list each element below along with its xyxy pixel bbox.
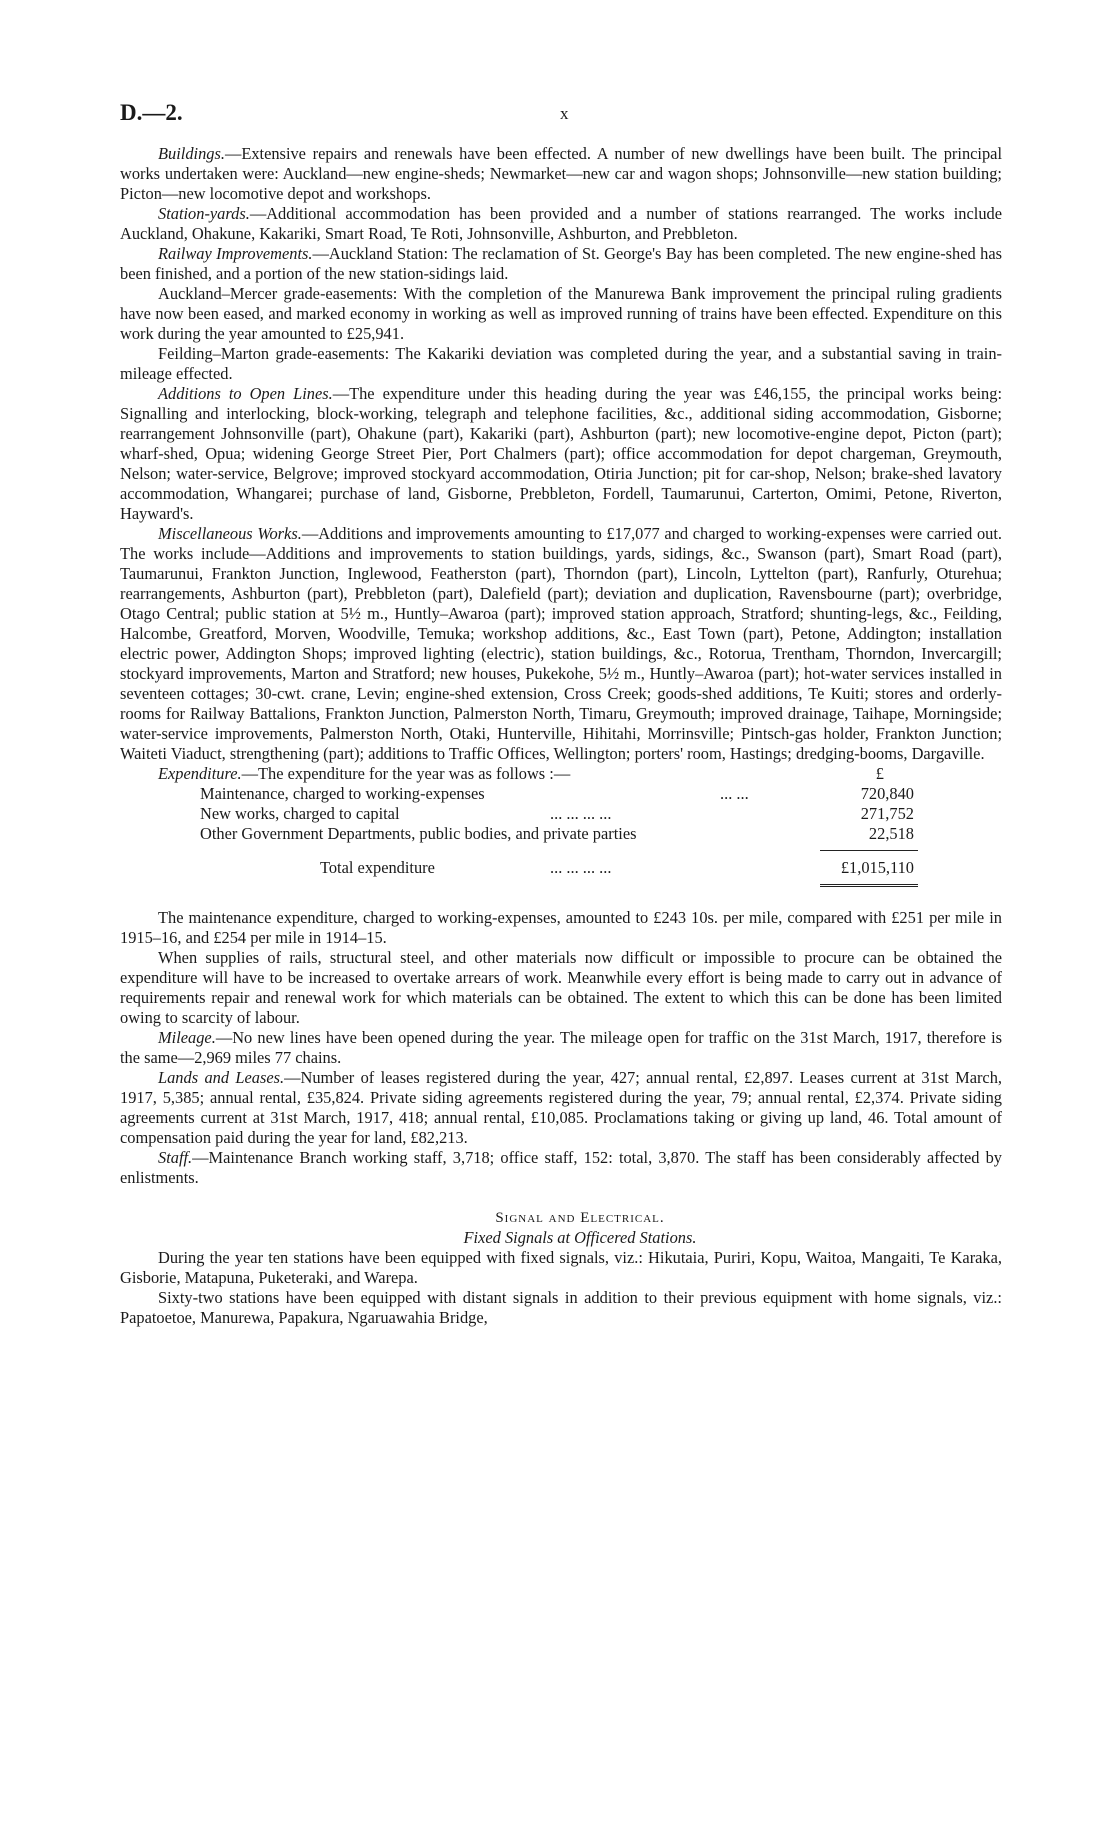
row-label: Maintenance, charged to working-expenses (200, 784, 485, 803)
paragraph-supplies: When supplies of rails, structural steel, and other materials now difficult or impossible to procure can be obtained the expenditure will have to be increased to overtake arrears of work. Meanwhile every effort is being made to carry out in advance of requirements repair and renewal work for which materials can be obtained. The extent to which this can be done has been limited owing to scarcity of labour. (120, 948, 1002, 1027)
sum-rule (820, 850, 918, 851)
heading-staff: Staff. (158, 1148, 193, 1167)
paragraph-miscellaneous-works (120, 524, 1002, 764)
paragraph-buildings (120, 144, 1002, 204)
text-staff: —Maintenance Branch working staff, 3,718; office staff, 152: total, 3,870. The staff has been considerably affected by enlistments. (120, 1148, 1002, 1187)
expenditure-heading-row (120, 764, 1002, 784)
page-number: x (560, 104, 569, 123)
sub-title: Fixed Signals at Officered Stations. (463, 1228, 697, 1247)
total-double-rule (820, 884, 918, 887)
text-railway-improvements: —Auckland Station: The reclamation of St. George's Bay has been completed. The new engine-shed has been finished, and a portion of the new station-sidings laid. (120, 244, 1002, 283)
paragraph-lands-leases (120, 1068, 1002, 1148)
row-value: 720,840 (860, 784, 914, 803)
page-header (120, 100, 1020, 130)
heading-lands-leases: Lands and Leases. (158, 1068, 285, 1087)
text-mileage: —No new lines have been opened during the year. The mileage open for traffic on the 31st March, 1917, therefore is the same—2,969 miles 77 chains. (120, 1028, 1002, 1067)
row-label: New works, charged to capital (200, 804, 400, 823)
heading-miscellaneous-works: Miscellaneous Works. (158, 524, 302, 543)
text-additions-open-lines: —The expenditure under this heading during the year was £46,155, the principal works being: Signalling and interlocking, block-working, telegraph and telephone facilities, &c., additional siding accommodation, Gisborne; rearrangement Johnsonville (part), Ohakune (part), Kakariki (part), Ashburton (part); new locomotive-engine depot, Picton (part); wharf-shed, Opua; widening George Street Pier, Port Chalmers (part); office accommodation for depot chargeman, Greymouth, Nelson; water-service, Belgrove; improved stockyard accommodation, Otiria Junction; pit for car-shop, Nelson; brake-shed lavatory accommodation, Whangarei; purchase of land, Gisborne, Prebbleton, Fordell, Taumarunui, Carterton, Omimi, Petone, Riverton, Hayward's. (120, 384, 1002, 523)
paragraph-feilding-marton: Feilding–Marton grade-easements: The Kakariki deviation was completed during the year, and a substantial saving in train-mileage effected. (120, 344, 1002, 383)
row-label: Other Government Departments, public bodies, and private parties (200, 824, 637, 843)
heading-station-yards: Station-yards. (158, 204, 250, 223)
paragraph-railway-improvements (120, 244, 1002, 284)
expenditure-table (120, 764, 1002, 888)
text-station-yards: —Additional accommodation has been provided and a number of stations rearranged. The works include Auckland, Ohakune, Kakariki, Smart Road, Te Roti, Johnsonville, Ashburton, and Prebbleton. (120, 204, 1002, 243)
spacer (120, 888, 1002, 908)
text-lands-leases: —Number of leases registered during the year, 427; annual rental, £2,897. Leases current at 31st March, 1917, 5,385; annual rental, £35,824. Private siding agreements registered during the year, 79; annual rental, £2,374. Private siding agreements current at 31st March, 1917, 418; annual rental, £10,085. Proclamations taking or giving up land, 46. Total amount of compensation paid during the year for land, £82,213. (120, 1068, 1002, 1147)
row-value: 271,752 (860, 804, 914, 823)
heading-buildings: Buildings. (158, 144, 225, 163)
text-miscellaneous-works: —Additions and improvements amounting to £17,077 and charged to working-expenses were carried out. The works include—Additions and improvements to station buildings, yards, sidings, &c., Swanson (part), Smart Road (part), Taumarunui, Frankton Junction, Inglewood, Featherston (part), Thorndon (part), Lincoln, Lyttelton (part), Ranfurly, Oturehua; rearrangements, Ashburton (part), Prebbleton (part), Dalefield (part); deviation and duplication, Ravensbourne (part); overbridge, Otago Central; public station at 5½ m., Huntly–Awaroa (part); improved station approach, Stratford; shunting-legs, &c., Feilding, Halcombe, Greatford, Morven, Woodville, Temuka; workshop additions, &c., East Town (part), Petone, Addington; installation electric power, Addington Shops; improved lighting (electric), station buildings, &c., Rotorua, Trentham, Thorndon, Invercargill; stockyard improvements, Marton and Stratford; new houses, Pukekohe, 5½ m., Huntly–Awaroa (part); hot-water services installed in seventeen cottages; 30-cwt. crane, Levin; engine-shed extension, Cross Creek; goods-shed additions, Te Kuiti; stores and orderly-rooms for Railway Battalions, Frankton Junction, Palmerston North, Timaru, Greymouth; improved drainage, Taihape, Morningside; water-service improvements, Palmerston North, Otaki, Hunterville, Hihitahi, Morrinsville; Pintsch-gas holder, Frankton Junction; Waiteti Viaduct, strengthening (part); additions to Traffic Offices, Wellington; porters' room, Hastings; dredging-booms, Dargaville. (120, 524, 1003, 763)
paragraph-station-yards (120, 204, 1002, 244)
document-body (120, 144, 1002, 1328)
heading-expenditure: Expenditure. (158, 764, 242, 783)
paragraph-distant-signals: Sixty-two stations have been equipped with distant signals in addition to their previous equipment with home signals, viz.: Papatoetoe, Manurewa, Papakura, Ngaruawahia Bridge, (120, 1288, 1002, 1327)
heading-additions-open-lines: Additions to Open Lines. (158, 384, 333, 403)
total-dots: ... ... ... ... (550, 858, 612, 877)
text-buildings: —Extensive repairs and renewals have been effected. A number of new dwellings have been built. The principal works undertaken were: Auckland—new engine-sheds; Newmarket—new car and wagon shops; Johnsonville—new station building; Picton—new locomotive depot and workshops. (120, 144, 1002, 203)
paragraph-staff (120, 1148, 1002, 1188)
currency-symbol: £ (875, 764, 884, 783)
text-expenditure-intro: —The expenditure for the year was as follows :— (241, 764, 571, 783)
paragraph-mileage (120, 1028, 1002, 1068)
heading-mileage: Mileage. (158, 1028, 216, 1047)
row-dots: ... ... ... ... (550, 804, 612, 823)
total-label: Total expenditure (320, 858, 435, 877)
heading-railway-improvements: Railway Improvements. (158, 244, 313, 263)
section-title: Signal and Electrical. (495, 1210, 665, 1226)
spacer (120, 1188, 1002, 1208)
table-row (120, 824, 1002, 844)
paragraph-maintenance: The maintenance expenditure, charged to working-expenses, amounted to £243 10s. per mile, compared with £251 per mile in 1915–16, and £254 per mile in 1914–15. (120, 908, 1002, 947)
paragraph-auckland-mercer: Auckland–Mercer grade-easements: With the completion of the Manurewa Bank improvement the principal ruling gradients have now been eased, and marked economy in working as well as improved running of trains have been effected. Expenditure on this work during the year amounted to £25,941. (120, 284, 1002, 343)
table-row (120, 784, 1002, 804)
row-dots: ... ... (720, 784, 749, 803)
paragraph-fixed-signals: During the year ten stations have been equipped with fixed signals, viz.: Hikutaia, Puriri, Kopu, Waitoa, Mangaiti, Te Karaka, Gisborie, Matapuna, Puketeraki, and Warepa. (120, 1248, 1002, 1287)
document-code: D.—2. (120, 100, 183, 125)
paragraph-additions-open-lines (120, 384, 1002, 524)
total-value: £1,015,110 (840, 858, 914, 877)
table-row (120, 804, 1002, 824)
row-value: 22,518 (868, 824, 914, 843)
total-row (120, 844, 1002, 888)
expenditure-intro (158, 764, 570, 784)
